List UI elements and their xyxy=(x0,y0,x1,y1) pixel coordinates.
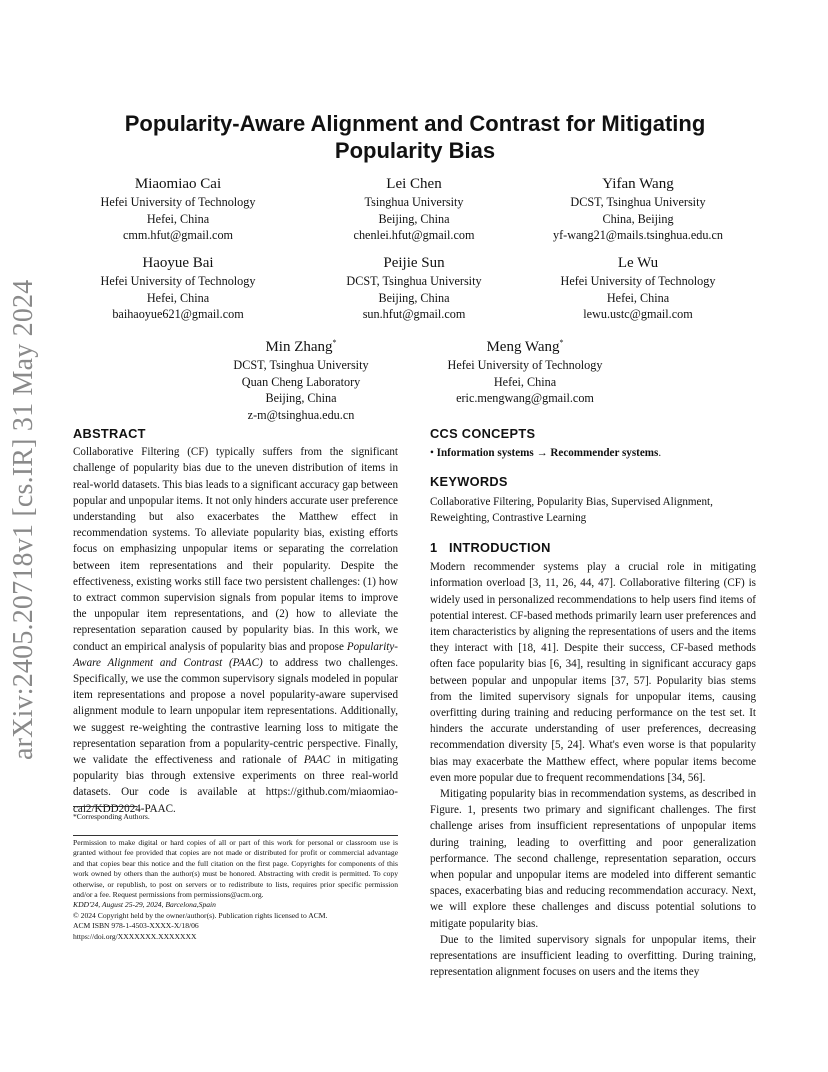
author-name: Lei Chen xyxy=(386,176,442,192)
method-abbr: PAAC xyxy=(303,754,331,767)
author-location: Hefei, China xyxy=(606,290,670,305)
author-affiliation: Hefei University of Technology xyxy=(447,358,603,372)
author-name: Le Wu xyxy=(617,255,659,271)
author-block xyxy=(533,175,743,244)
author-location: Beijing, China xyxy=(378,211,450,226)
permission-text: Permission to make digital or hard copies of all or part of this work for personal or classroom use is granted without fee provided that copies are not made or distributed for profit or commercial advantage and that copies bear this notice and the full citation on the first page. Copyrights for components of this work owned by others than the author(s) must be honored. Abstracting with credit is permitted. To copy otherwise, or republish, to post on servers or to redistribute to lists, requires prior specific permission and/or a fee. Request permissions from permissions@acm.org. xyxy=(73,838,398,900)
doi-link[interactable]: https://doi.org/XXXXXXX.XXXXXXX xyxy=(73,931,197,941)
permission-divider xyxy=(73,835,398,836)
corresponding-mark: * xyxy=(332,338,337,347)
author-affiliation: DCST, Tsinghua University xyxy=(346,274,482,288)
author-block xyxy=(420,333,630,407)
author-name: Haoyue Bai xyxy=(142,255,214,271)
author-block xyxy=(196,333,406,423)
author-affiliation: DCST, Tsinghua University xyxy=(233,358,369,372)
corresponding-mark: * xyxy=(559,338,564,347)
author-email: chenlei.hfut@gmail.com xyxy=(353,228,475,242)
author-name: Peijie Sun xyxy=(383,255,445,271)
isbn-line: ACM ISBN 978-1-4503-XXXX-X/18/06 xyxy=(73,921,199,931)
ccs-concepts: • Information systems → Recommender systems. xyxy=(430,447,662,460)
author-location: Hefei, China xyxy=(146,290,210,305)
author-name: Miaomiao Cai xyxy=(134,176,222,192)
author-name: Min Zhang xyxy=(265,339,333,355)
author-email: yf-wang21@mails.tsinghua.edu.cn xyxy=(553,228,723,242)
method-name: Popularity-Aware Alignment and Contrast (PAAC) xyxy=(73,640,398,669)
footnote-rule xyxy=(73,806,137,807)
right-column xyxy=(430,426,756,981)
abstract-heading: ABSTRACT xyxy=(73,426,146,441)
introduction-heading: 1 INTRODUCTION xyxy=(430,540,551,556)
author-location: China, Beijing xyxy=(602,211,674,226)
intro-paragraph: Mitigating popularity bias in recommendation systems, as described in Figure. 1, presents two primary and significant challenges. The first challenge arises from insufficient representations of unpopular items during training, leading to overfitting and poor generalization performance. The second challenge, representation separation, occurs when popular and unpopular items are modeled into different semantic spaces, exacerbating bias and reducing recommendation accuracy. Next, we will explore these challenges and discuss potential solutions to mitigate popularity bias. xyxy=(430,788,756,930)
title-line-1: Popularity-Aware Alignment and Contrast for Mitigating xyxy=(124,111,706,136)
keywords-heading: KEYWORDS xyxy=(430,474,508,490)
permission-block xyxy=(73,838,398,942)
keywords-text: Collaborative Filtering, Popularity Bias, Supervised Alignment, Reweighting, Contrastive Learning xyxy=(430,495,713,524)
paper-title xyxy=(73,110,757,164)
author-email: z-m@tsinghua.edu.cn xyxy=(247,407,355,422)
author-block xyxy=(73,175,283,244)
intro-paragraph: Due to the limited supervisory signals for unpopular items, their representations are insufficient leading to overfitting. During training, representation alignment focuses on users and the items they xyxy=(430,933,756,979)
author-location: Hefei, China xyxy=(146,211,210,226)
author-affiliation: DCST, Tsinghua University xyxy=(570,195,706,209)
author-location: Beijing, China xyxy=(378,290,450,305)
abstract-text: Collaborative Filtering (CF) typically suffers from the significant challenge of popularity bias due to the uneven distribution of items in real-world datasets. This bias leads to a significant accuracy gap between popular and unpopular items. It not only hinders accurate user preference understanding but also exacerbates the Matthew effect in recommendation systems. To alleviate popularity bias, existing efforts focus on emphasizing unpopular items or separating the correlation between item representations and their popularity. Despite the effectiveness, existing works still face two persistent challenges: (1) how to extract common supervision signals from popular items to improve the unpopular item representations, and (2) how to alleviate the representation separation caused by popularity bias. In this work, we conduct an empirical analysis of popularity bias and propose Popularity-Aware Alignment and Contrast (PAAC) to address two challenges. Specifically, we use the common supervisory signals modeled in popular item representations and propose a novel popularity-aware supervised alignment module to learn unpopular item representations. Additionally, we suggest re-weighting the contrastive learning loss to mitigate the representation separation from a popularity-centric perspective. Finally, we validate the effectiveness and rationale of PAAC in mitigating popularity bias through extensive experiments on three real-world datasets. Our code is available at https://github.com/miaomiao-cai2/KDD2024-PAAC. xyxy=(73,446,399,815)
arxiv-stamp: arXiv:2405.20718v1 [cs.IR] 31 May 2024 xyxy=(8,279,39,760)
conference-info: KDD'24, August 25-29, 2024, Barcelona,Spain xyxy=(73,900,216,910)
author-affiliation: Hefei University of Technology xyxy=(560,274,716,288)
author-block xyxy=(309,175,519,244)
author-email: cmm.hfut@gmail.com xyxy=(122,228,234,242)
author-email: eric.mengwang@gmail.com xyxy=(456,391,594,405)
author-name: Yifan Wang xyxy=(602,176,674,192)
abstract-section xyxy=(73,426,398,817)
author-block xyxy=(309,254,519,323)
ccs-heading: CCS CONCEPTS xyxy=(430,426,536,441)
author-email: sun.hfut@gmail.com xyxy=(362,307,466,321)
author-email: lewu.ustc@gmail.com xyxy=(583,307,693,321)
author-affiliation: Tsinghua University xyxy=(364,195,464,209)
author-affiliation: Hefei University of Technology xyxy=(100,195,256,209)
author-block xyxy=(73,254,283,323)
author-affiliation-2: Quan Cheng Laboratory xyxy=(241,374,361,389)
title-line-2: Popularity Bias xyxy=(334,138,496,163)
author-affiliation: Hefei University of Technology xyxy=(100,274,256,288)
footnote: *Corresponding Authors. xyxy=(73,812,150,821)
intro-paragraph: Modern recommender systems play a crucial role in mitigating information overload [3, 11, 26, 44, 47]. Collaborative filtering (CF) is widely used in personalized recommendations to help users find items of potential interest. CF-based methods primarily learn user preferences and item characteristics by aligning the representations of users and the items they interact with [18, 41]. Despite their success, CF-based methods often face popularity bias [6, 34], resulting in significant accuracy gaps between popular and unpopular items [37, 57]. Popularity bias stems from the limited supervisory signals for unpopular items, causing overfitting during training and reducing performance on the test set. It hinders the accurate understanding of user preferences, decreasing recommendation diversity [5, 24]. What's even worse is that popularity bias may exacerbate the Matthew effect, where popular items become even more popular due to frequent recommendations [34, 56]. xyxy=(430,561,756,784)
author-block xyxy=(533,254,743,323)
author-location: Hefei, China xyxy=(493,374,557,389)
author-name: Meng Wang xyxy=(486,339,560,355)
author-location: Beijing, China xyxy=(265,391,337,405)
copyright-line: © 2024 Copyright held by the owner/author(s). Publication rights licensed to ACM. xyxy=(73,910,328,920)
author-email: baihaoyue621@gmail.com xyxy=(112,307,244,321)
